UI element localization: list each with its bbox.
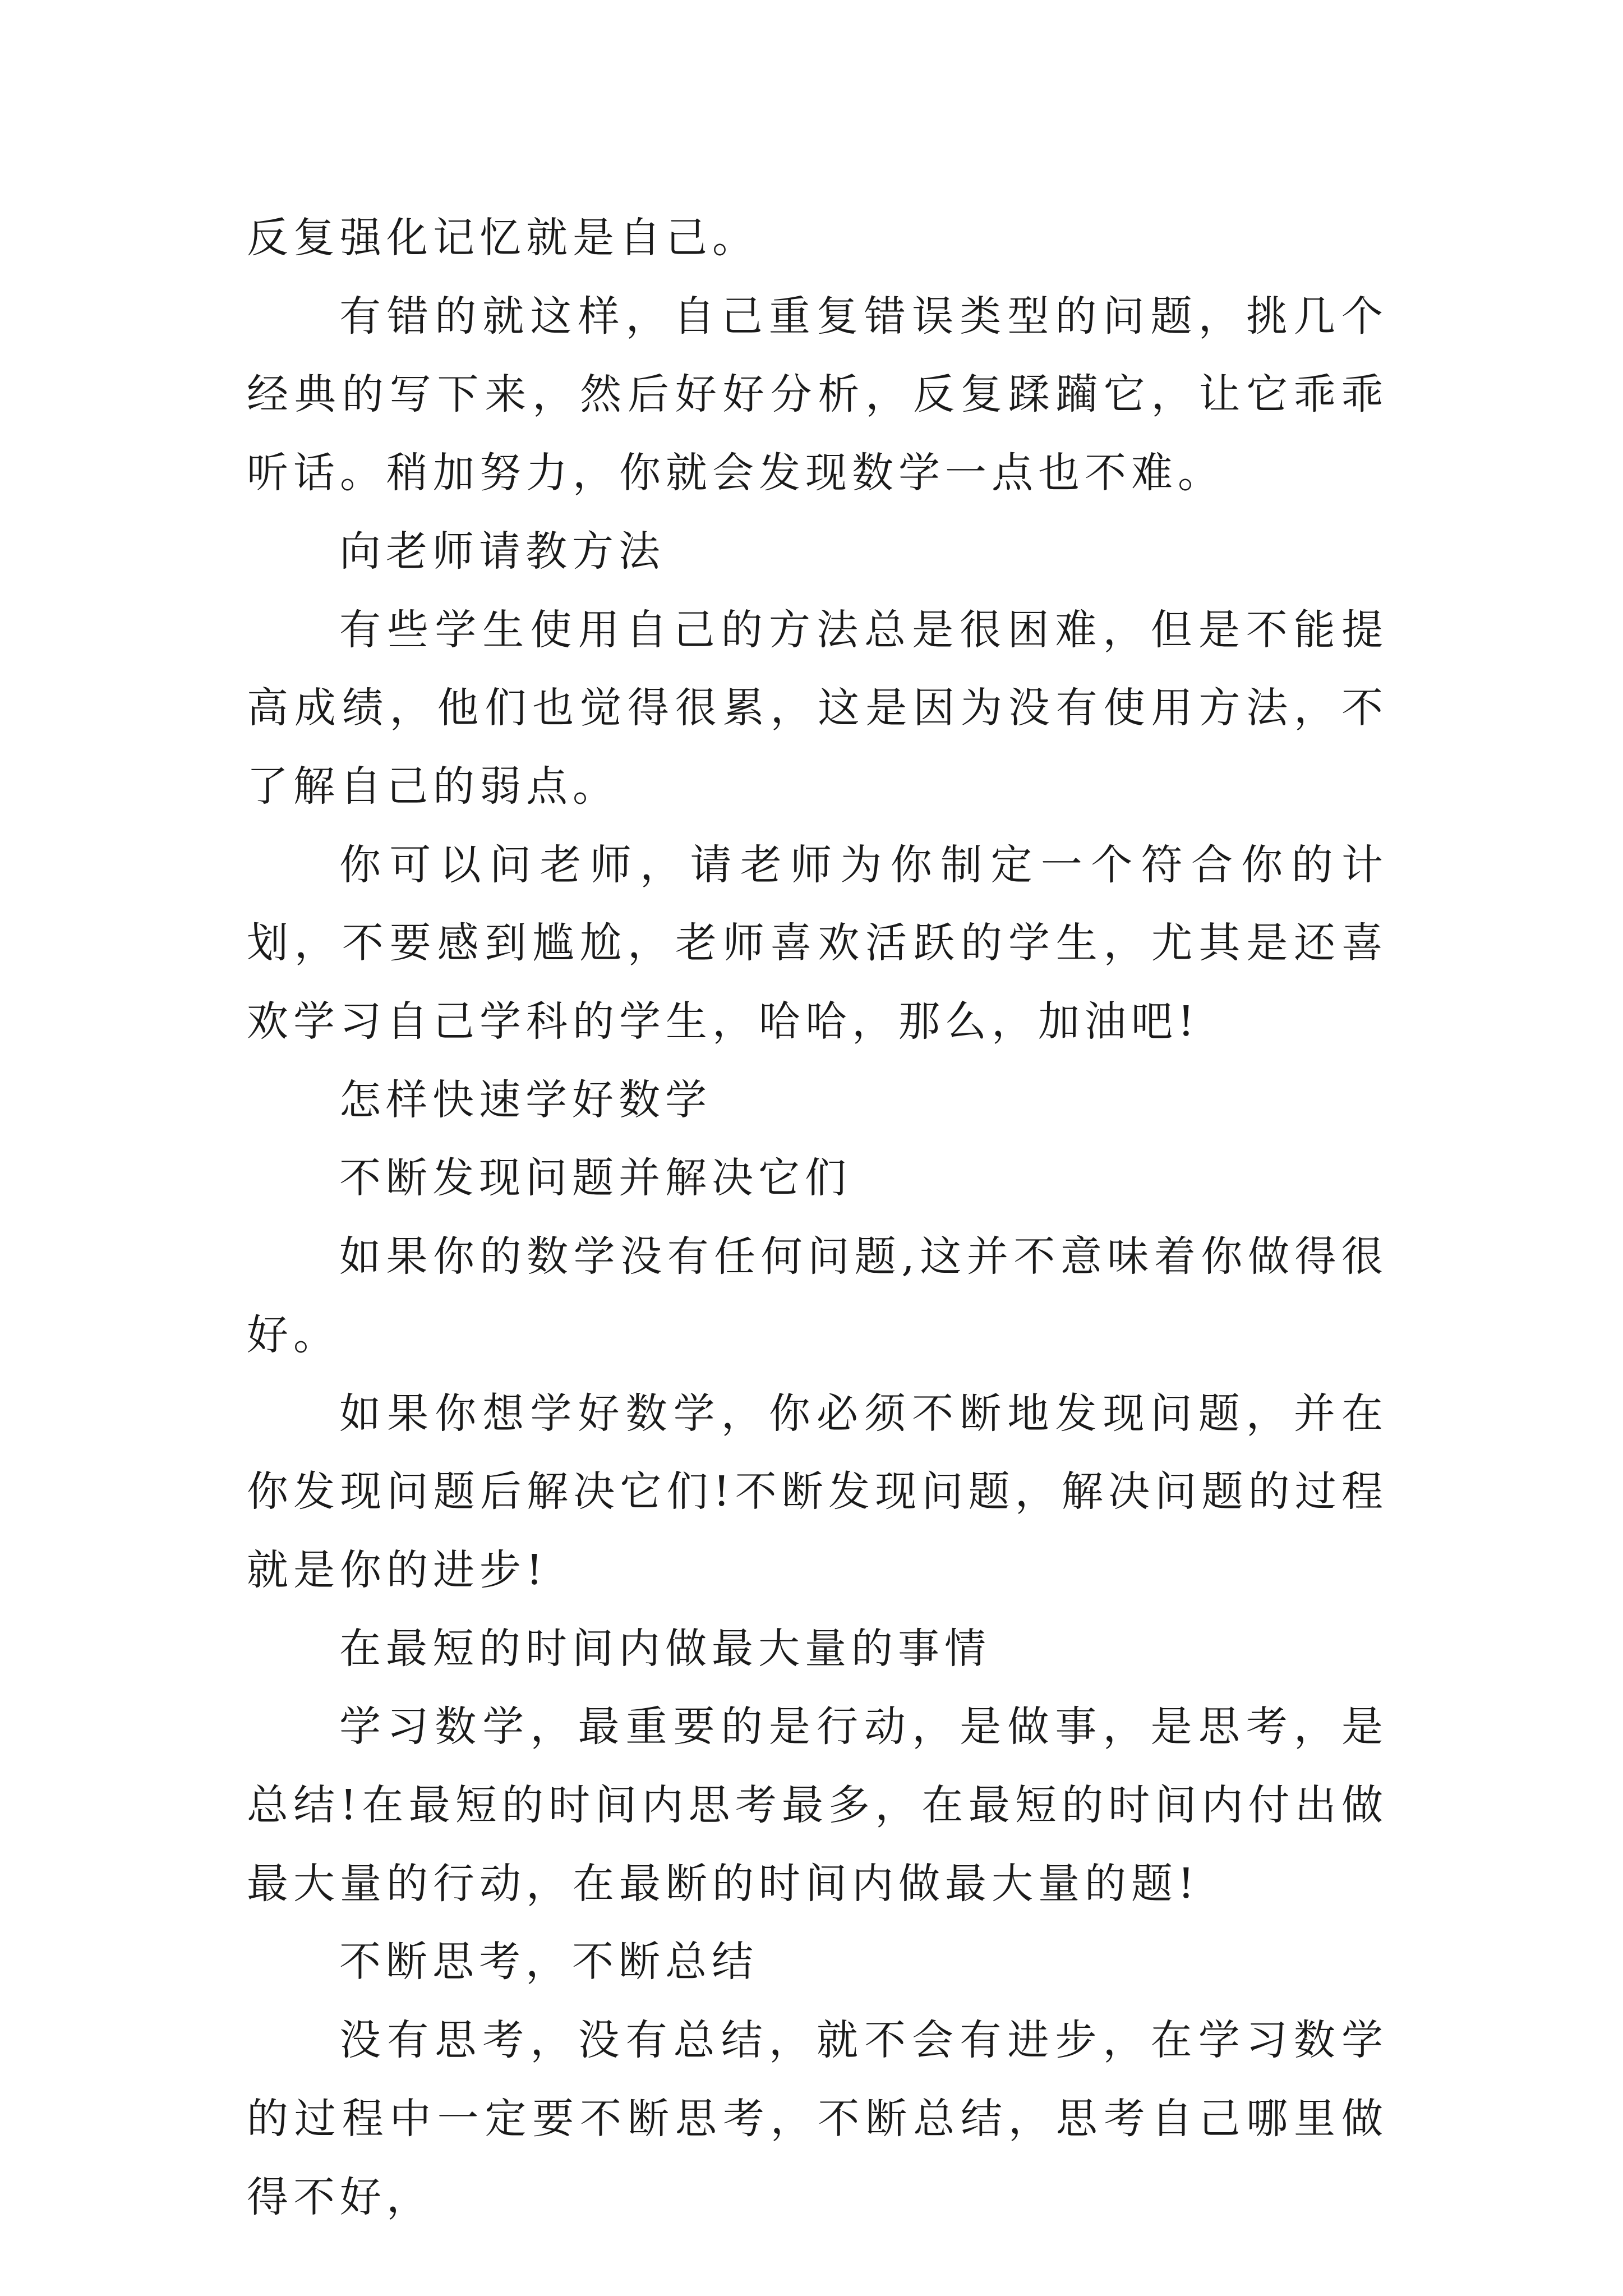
- paragraph-continuation: 反复强化记忆就是自己。: [247, 214, 759, 262]
- paragraph: 没有思考，没有总结，就不会有进步，在学习数学的过程中一定要不断思考，不断总结，思考自己哪里做得不好，: [247, 2016, 1388, 2221]
- section-heading: 不断思考，不断总结: [339, 1938, 758, 1986]
- paragraph: 有些学生使用自己的方法总是很困难，但是不能提高成绩，他们也觉得很累，这是因为没有使用方法，不了解自己的弱点。: [247, 605, 1388, 811]
- paragraph: 有错的就这样，自己重复错误类型的问题，挑几个经典的写下来，然后好好分析，反复蹂躏它，让它乖乖听话。稍加努力，你就会发现数学一点也不难。: [247, 292, 1388, 498]
- paragraph: 学习数学，最重要的是行动，是做事，是思考，是总结!在最短的时间内思考最多，在最短的时间内付出做最大量的行动，在最断的时间内做最大量的题!: [247, 1703, 1388, 1908]
- paragraph: 你可以问老师，请老师为你制定一个符合你的计划，不要感到尴尬，老师喜欢活跃的学生，尤其是还喜欢学习自己学科的学生，哈哈，那么，加油吧!: [247, 840, 1388, 1046]
- section-heading: 怎样快速学好数学: [339, 1075, 712, 1124]
- document-body: [247, 199, 1388, 2237]
- paragraph: 如果你的数学没有任何问题,这并不意味着你做得很好。: [247, 1232, 1388, 1359]
- section-heading: 向老师请教方法: [339, 527, 665, 576]
- section-heading: 在最短的时间内做最大量的事情: [339, 1624, 991, 1673]
- section-heading: 不断发现问题并解决它们: [339, 1154, 851, 1203]
- paragraph: 如果你想学好数学，你必须不断地发现问题，并在你发现问题后解决它们!不断发现问题，解决问题的过程就是你的进步!: [247, 1389, 1388, 1594]
